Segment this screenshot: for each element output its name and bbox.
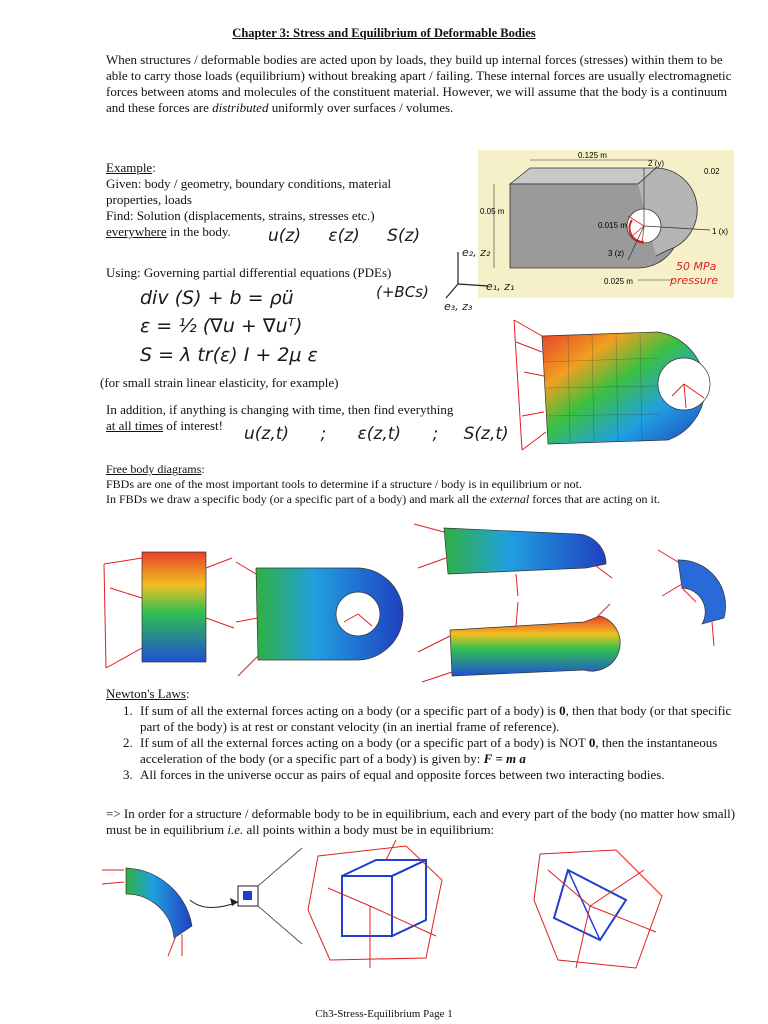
pressure-label-1: 50 MPa — [676, 260, 717, 273]
intro-text-end: uniformly over surfaces / volumes. — [268, 100, 454, 115]
lug-geometry-figure — [478, 150, 734, 298]
conclusion-text: => In order for a structure / deformable body to be in equilibrium, each and every part of the body (no matter how small) must be in equilibrium — [106, 806, 736, 837]
hand-axis-3 — [446, 284, 458, 298]
using-line: Using: Governing partial differential equations (PDEs) — [106, 265, 392, 280]
hand-axis-label-1: e₁, z₁ — [486, 280, 515, 293]
zoom-cube — [243, 891, 252, 900]
intro-text: When structures / deformable bodies are acted upon by loads, they build up internal forces (stresses) within them to be able to carry those loads (equilibrium) without breaking apart / failing. These internal forces are usually electromagnetic forces between atoms and molecules of the constituent material. However, we will assume that the body is a continuum and these forces are — [106, 52, 732, 115]
newton-heading: Newton's Laws — [106, 686, 186, 701]
axis-y-label: 2 (y) — [648, 159, 664, 168]
dim-bottom-label: 0.025 m — [604, 277, 633, 286]
small-strain-note: (for small strain linear elasticity, for example) — [100, 375, 339, 390]
fbd-arc-piece — [658, 550, 726, 646]
hand-eps-t: ε(z,t) — [357, 424, 402, 444]
hand-sep: ; — [320, 424, 327, 444]
newton-colon: : — [185, 686, 190, 701]
fbd-block-piece — [104, 552, 234, 668]
axis-z-label: 3 (z) — [608, 249, 624, 258]
hand-axis-label-2: e₂, z₂ — [462, 246, 491, 259]
hand-s: S(z) — [387, 226, 421, 246]
hand-u-t: u(z,t) — [244, 424, 290, 444]
equation-equilibrium: div (S) + b = ρü — [140, 287, 294, 309]
example-given: Given: body / geometry, boundary conditions, material properties, loads — [106, 176, 392, 207]
example-find: Find: Solution (displacements, strains, stresses etc.) — [106, 208, 375, 223]
dim-top-label: 0.125 m — [578, 151, 607, 160]
zoom-leader — [258, 906, 302, 944]
fbd-heading: Free body diagrams — [106, 462, 202, 476]
law-1-zero: 0 — [559, 703, 566, 718]
hand-axis-1 — [458, 284, 488, 286]
example-heading: Example — [106, 160, 153, 175]
fbd-line-1: FBDs are one of the most important tools to determine if a structure / body is in equilibrium or not. — [106, 477, 582, 491]
stress-tetrahedron — [534, 850, 662, 968]
conclusion-text-end: all points within a body must be in equilibrium: — [243, 822, 495, 837]
law-1-text: If sum of all the external forces acting on a body (or a specific part of a body) is — [140, 703, 560, 718]
axis-x-label: 1 (x) — [712, 227, 728, 236]
fbd-split-bottom — [418, 602, 620, 682]
fbd-lug-piece — [236, 562, 403, 676]
law-1 — [136, 703, 746, 735]
fbd-line-2: In FBDs we draw a specific body (or a specific part of a body) and mark all the — [106, 492, 490, 506]
law-3: 3. All forces in the universe occur as pairs of equal and opposite forces between two interacting bodies. — [136, 767, 746, 783]
fbd-block — [106, 462, 746, 507]
stress-cube — [308, 840, 442, 968]
page-title: Chapter 3: Stress and Equilibrium of Deformable Bodies — [232, 26, 536, 40]
fbd-line-2-end: forces that are acting on it. — [529, 492, 661, 506]
example-everywhere: everywhere — [106, 224, 167, 239]
law-1-text-end: , then that body (or that specific part of the body) is at rest or constant velocity (in an inertial frame of reference). — [140, 703, 732, 734]
newton-laws — [106, 703, 746, 783]
hand-sep: ; — [432, 424, 439, 444]
zoom-leader — [258, 848, 302, 886]
law-2-text: If sum of all the external forces acting on a body (or a specific part of a body) is NOT — [140, 735, 589, 750]
dim-left-label: 0.05 m — [480, 207, 505, 216]
law-2-equation: F = m a — [483, 751, 526, 766]
fe-stress-lug — [508, 312, 740, 460]
bcs-note: (+BCs) — [376, 283, 429, 301]
newton-heading-line — [106, 686, 746, 702]
hand-axes-sketch — [440, 234, 515, 314]
hand-s-t: S(z,t) — [463, 424, 509, 444]
intro-italic: distributed — [212, 100, 269, 115]
hand-u: u(z) — [268, 226, 301, 246]
pressure-label-2: pressure — [670, 274, 718, 287]
law-2-text-end: , then the instantaneous acceleration of the body (or a specific part of a body) is given by: — [140, 735, 718, 766]
at-all-times: at all times — [106, 418, 164, 433]
small-arc-body — [102, 868, 192, 956]
conclusion-ie: i.e. — [227, 822, 244, 837]
page-footer: Ch3-Stress-Equilibrium Page 1 — [315, 1008, 453, 1020]
example-colon: : — [152, 160, 156, 175]
hand-eps: ε(z) — [328, 226, 360, 246]
intro-paragraph — [106, 52, 736, 116]
equilibrium-figures-row — [96, 840, 696, 980]
law-2 — [136, 735, 746, 767]
hand-unknowns — [268, 226, 420, 246]
of-interest: of interest! — [163, 418, 223, 433]
fbd-figures-row — [96, 518, 736, 684]
equation-constitutive: S = λ tr(ε) I + 2μ ε — [140, 344, 318, 366]
example-in-body: in the body. — [166, 224, 231, 239]
radius-label: 0.015 m — [598, 221, 627, 230]
time-line: In addition, if anything is changing with time, then find everything — [106, 402, 454, 417]
lug-top-face — [510, 168, 656, 184]
hand-axis-label-3: e₃, z₃ — [444, 300, 473, 313]
fbd-external: external — [489, 492, 530, 506]
hand-time-unknowns — [244, 424, 509, 444]
fbd-split-top — [414, 524, 612, 596]
equation-strain: ε = ½ (∇u + ∇uᵀ) — [140, 315, 303, 337]
conclusion — [106, 806, 736, 838]
dim-right-label: 0.02 — [704, 167, 720, 176]
fbd-colon: : — [201, 462, 205, 476]
law-2-zero: 0 — [588, 735, 596, 750]
